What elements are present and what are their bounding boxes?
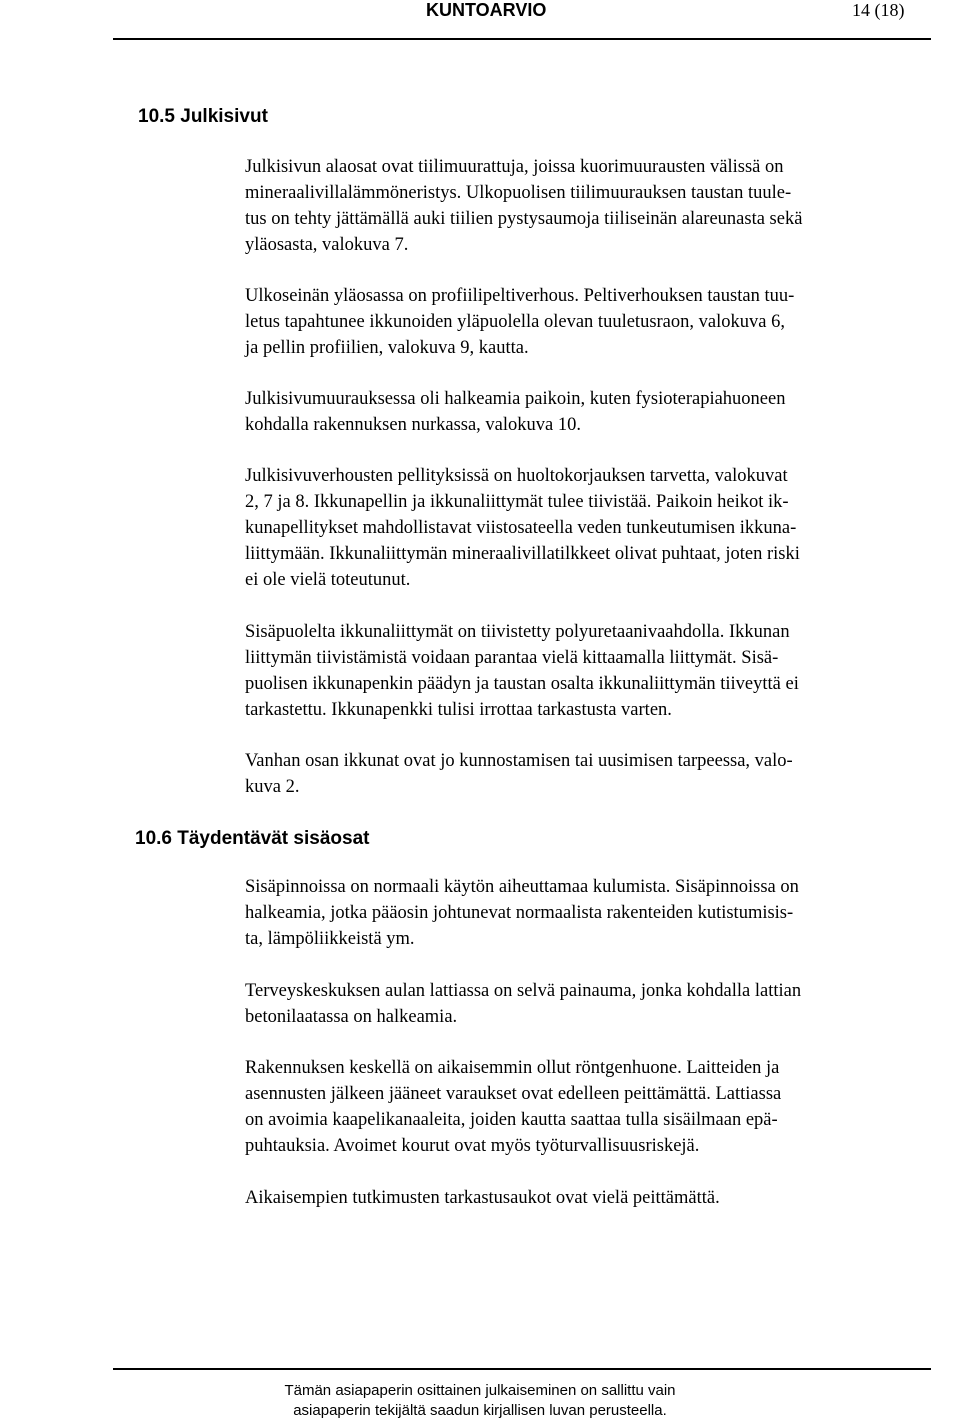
document-title: KUNTOARVIO [426,0,547,20]
text-line: Julkisivuverhousten pellityksissä on huoltokorjauksen tarvetta, valokuvat [245,466,788,486]
text-line: Vanhan osan ikkunat ovat jo kunnostamisen tai uusimisen tarpeessa, valo- [245,751,793,771]
text-line: betonilaatassa on halkeamia. [245,1007,458,1027]
section-heading-taydentavat-sisaosat: 10.6 Täydentävät sisäosat [135,828,370,849]
paragraph [245,874,917,952]
footer-divider [113,1368,931,1370]
text-line: tus on tehty jättämällä auki tiilien pystysaumoja tiiliseinän alareunasta sekä [245,209,803,229]
text-line: Sisäpuolelta ikkunaliittymät on tiivistetty polyuretaanivaahdolla. Ikkunan [245,622,790,642]
text-line: ta, lämpöliikkeistä ym. [245,929,415,949]
paragraph [245,619,917,723]
section-heading-julkisivut: 10.5 Julkisivut [138,106,268,127]
footer-line: Tämän asiapaperin osittainen julkaiseminen on sallittu vain [284,1382,676,1399]
text-line: kuva 2. [245,777,300,797]
text-line: kohdalla rakennuksen nurkassa, valokuva 10. [245,415,581,435]
paragraph [245,1185,917,1211]
text-line: on avoimia kaapelikanaaleita, joiden kautta saattaa tulla sisäilmaan epä- [245,1110,778,1130]
header-divider [113,38,931,40]
text-line: ei ole vielä toteutunut. [245,570,411,590]
text-line: Julkisivun alaosat ovat tiilimuurattuja, joissa kuorimuurausten välissä on [245,157,784,177]
page-number: 14 (18) [852,0,905,20]
text-line: puolisen ikkunapenkin päädyn ja taustan osalta ikkunaliittymän tiiveyttä ei [245,674,799,694]
text-line: ja pellin profiilien, valokuva 9, kautta. [245,338,529,358]
paragraph [245,748,917,800]
text-line: kunapellitykset mahdollistavat viistosateella veden tunkeutumisen ikkuna- [245,518,797,538]
text-line: 2, 7 ja 8. Ikkunapellin ja ikkunaliittymät tulee tiivistää. Paikoin heikot ik- [245,492,789,512]
text-line: tarkastettu. Ikkunapenkki tulisi irrottaa tarkastusta varten. [245,700,672,720]
text-line: Aikaisempien tutkimusten tarkastusaukot ovat vielä peittämättä. [245,1188,720,1208]
paragraph [245,283,917,361]
footer-line: asiapaperin tekijältä saadun kirjallisen luvan perusteella. [293,1402,667,1419]
text-line: Julkisivumuurauksessa oli halkeamia paikoin, kuten fysioterapiahuoneen [245,389,786,409]
text-line: Ulkoseinän yläosassa on profiilipeltiverhous. Peltiverhouksen taustan tuu- [245,286,795,306]
text-line: Sisäpinnoissa on normaali käytön aiheuttamaa kulumista. Sisäpinnoissa on [245,877,799,897]
footer-notice [0,1381,960,1421]
paragraph [245,386,917,438]
text-line: mineraalivillalämmöneristys. Ulkopuolisen tiilimuurauksen taustan tuule- [245,183,792,203]
text-line: Terveyskeskuksen aulan lattiassa on selvä painauma, jonka kohdalla lattian [245,981,802,1001]
paragraph [245,154,917,258]
text-line: yläosasta, valokuva 7. [245,235,409,255]
paragraph [245,978,917,1030]
text-line: halkeamia, jotka pääosin johtunevat normaalista rakenteiden kutistumisis- [245,903,794,923]
paragraph [245,1055,917,1159]
text-line: letus tapahtunee ikkunoiden yläpuolella olevan tuuletusraon, valokuva 6, [245,312,785,332]
text-line: liittymän tiivistämistä voidaan parantaa vielä kittaamalla liittymät. Sisä- [245,648,779,668]
paragraph [245,463,917,593]
text-line: Rakennuksen keskellä on aikaisemmin ollut röntgenhuone. Laitteiden ja [245,1058,780,1078]
text-line: asennusten jälkeen jääneet varaukset ovat edelleen peittämättä. Lattiassa [245,1084,782,1104]
text-line: puhtauksia. Avoimet kourut ovat myös työturvallisuusriskejä. [245,1136,700,1156]
text-line: liittymään. Ikkunaliittymän mineraalivillatilkkeet olivat puhtaat, joten riski [245,544,800,564]
